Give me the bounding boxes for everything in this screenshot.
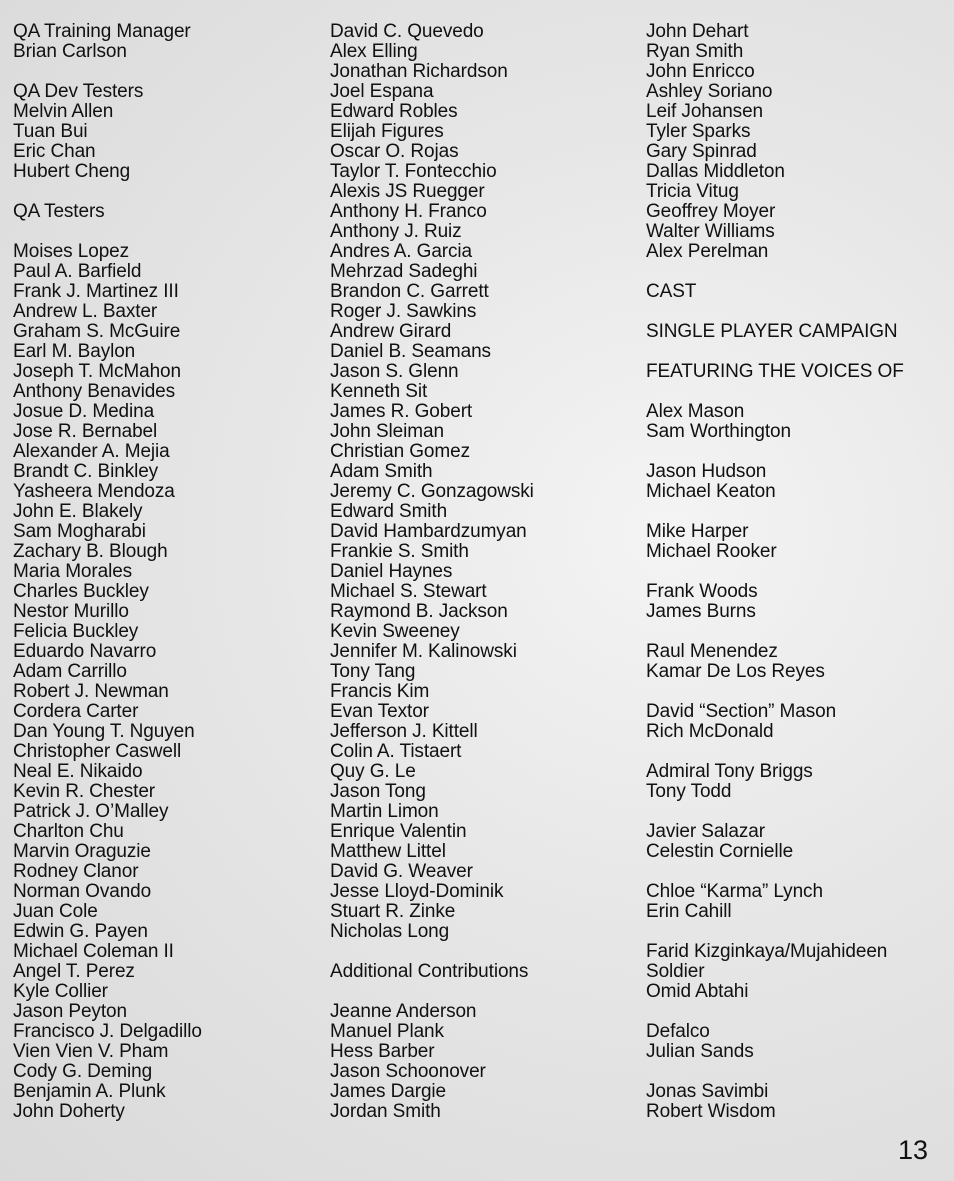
credit-line: Tuan Bui bbox=[13, 121, 88, 142]
credit-line: Alex Elling bbox=[330, 41, 418, 62]
credits-column-right bbox=[646, 22, 904, 1122]
credit-line: James Dargie bbox=[330, 1081, 447, 1102]
credit-line bbox=[646, 342, 904, 362]
credit-line: Elijah Figures bbox=[330, 121, 444, 142]
credit-line bbox=[330, 942, 534, 962]
credit-line: John Enricco bbox=[646, 61, 755, 82]
credit-line: David G. Weaver bbox=[330, 861, 473, 882]
credit-line: Sam Worthington bbox=[646, 421, 791, 442]
credit-line: Michael Rooker bbox=[646, 541, 777, 562]
credit-line: Martin Limon bbox=[330, 801, 439, 822]
credit-line bbox=[646, 562, 904, 582]
credit-line: Jonathan Richardson bbox=[330, 61, 508, 82]
credit-line: Quy G. Le bbox=[330, 761, 416, 782]
credit-line: Moises Lopez bbox=[13, 241, 130, 262]
credit-line: Andrew Girard bbox=[330, 321, 452, 342]
credit-line: Jefferson J. Kittell bbox=[330, 721, 478, 742]
credit-line: Gary Spinrad bbox=[646, 141, 757, 162]
credit-line: John Sleiman bbox=[330, 421, 444, 442]
credit-line: Erin Cahill bbox=[646, 901, 732, 922]
credit-line: Anthony Benavides bbox=[13, 381, 176, 402]
credit-line: Paul A. Barfield bbox=[13, 261, 142, 282]
credit-line: Edward Smith bbox=[330, 501, 448, 522]
credit-line: Jason Peyton bbox=[13, 1001, 127, 1022]
credit-line: Julian Sands bbox=[646, 1041, 754, 1062]
credit-line: Ryan Smith bbox=[646, 41, 744, 62]
credit-line: Jesse Lloyd-Dominik bbox=[330, 881, 504, 902]
credit-line: Edwin G. Payen bbox=[13, 921, 148, 942]
credit-line: Alex Perelman bbox=[646, 241, 769, 262]
credit-line: Jason Schoonover bbox=[330, 1061, 486, 1082]
credit-line: Andrew L. Baxter bbox=[13, 301, 158, 322]
credit-line bbox=[646, 442, 904, 462]
credit-line: Geoffrey Moyer bbox=[646, 201, 776, 222]
credits-column-left bbox=[13, 22, 202, 1122]
credit-line: Frank J. Martinez III bbox=[13, 281, 179, 302]
credit-line: Defalco bbox=[646, 1021, 710, 1042]
credit-line: Jose R. Bernabel bbox=[13, 421, 158, 442]
credit-line: Tony Tang bbox=[330, 661, 416, 682]
credit-line: Alex Mason bbox=[646, 401, 745, 422]
credit-line: Jason Hudson bbox=[646, 461, 767, 482]
credit-line bbox=[646, 862, 904, 882]
credit-line: Melvin Allen bbox=[13, 101, 114, 122]
credit-line: James Burns bbox=[646, 601, 756, 622]
credit-line: Tyler Sparks bbox=[646, 121, 751, 142]
credit-line: John Dehart bbox=[646, 21, 749, 42]
credit-line: Celestin Cornielle bbox=[646, 841, 794, 862]
credit-line: Rich McDonald bbox=[646, 721, 774, 742]
credit-line: Jennifer M. Kalinowski bbox=[330, 641, 517, 662]
credit-line: Marvin Oraguzie bbox=[13, 841, 151, 862]
credit-line: Kevin Sweeney bbox=[330, 621, 460, 642]
credit-line: Norman Ovando bbox=[13, 881, 152, 902]
credit-line: Oscar O. Rojas bbox=[330, 141, 459, 162]
credit-line bbox=[646, 682, 904, 702]
credit-line: Chloe “Karma” Lynch bbox=[646, 881, 823, 902]
credit-line: Angel T. Perez bbox=[13, 961, 135, 982]
credit-line: Matthew Littel bbox=[330, 841, 446, 862]
credit-line: Maria Morales bbox=[13, 561, 133, 582]
credit-line: Admiral Tony Briggs bbox=[646, 761, 813, 782]
credit-line: Mike Harper bbox=[646, 521, 749, 542]
credit-line: Jeremy C. Gonzagowski bbox=[330, 481, 534, 502]
credit-line: Raymond B. Jackson bbox=[330, 601, 508, 622]
credit-line: Brian Carlson bbox=[13, 41, 127, 62]
credit-line: Eduardo Navarro bbox=[13, 641, 157, 662]
credit-line: Brandon C. Garrett bbox=[330, 281, 489, 302]
credit-line: Jason Tong bbox=[330, 781, 426, 802]
credit-line: Robert J. Newman bbox=[13, 681, 169, 702]
credit-line: Hubert Cheng bbox=[13, 161, 131, 182]
credit-line: David Hambardzumyan bbox=[330, 521, 527, 542]
credit-line: QA Dev Testers bbox=[13, 81, 144, 102]
credit-line: Javier Salazar bbox=[646, 821, 765, 842]
credit-line: Stuart R. Zinke bbox=[330, 901, 456, 922]
credit-line bbox=[646, 742, 904, 762]
credit-line: Walter Williams bbox=[646, 221, 775, 242]
credit-line bbox=[646, 922, 904, 942]
credit-line: Neal E. Nikaido bbox=[13, 761, 143, 782]
credit-line: Andres A. Garcia bbox=[330, 241, 473, 262]
credit-line: QA Testers bbox=[13, 201, 105, 222]
credit-line bbox=[13, 182, 202, 202]
credit-line: Farid Kizginkaya/Mujahideen bbox=[646, 941, 888, 962]
credit-line: Brandt C. Binkley bbox=[13, 461, 159, 482]
credit-line: Michael S. Stewart bbox=[330, 581, 487, 602]
credit-line: Adam Carrillo bbox=[13, 661, 127, 682]
credit-line: Edward Robles bbox=[330, 101, 458, 122]
credit-line: SINGLE PLAYER CAMPAIGN bbox=[646, 321, 898, 342]
credit-line: Tricia Vitug bbox=[646, 181, 739, 202]
credit-line: Colin A. Tistaert bbox=[330, 741, 462, 762]
credit-line: Vien Vien V. Pham bbox=[13, 1041, 169, 1062]
credit-line: Additional Contributions bbox=[330, 961, 529, 982]
credit-line: Jonas Savimbi bbox=[646, 1081, 769, 1102]
credit-line: Adam Smith bbox=[330, 461, 433, 482]
credit-line bbox=[646, 1062, 904, 1082]
credit-line: Christopher Caswell bbox=[13, 741, 182, 762]
credit-line bbox=[646, 302, 904, 322]
credit-line: Nestor Murillo bbox=[13, 601, 129, 622]
credit-line: Alexis JS Ruegger bbox=[330, 181, 485, 202]
credit-line bbox=[646, 802, 904, 822]
credit-line: David C. Quevedo bbox=[330, 21, 484, 42]
credit-line: FEATURING THE VOICES OF bbox=[646, 361, 904, 382]
credit-line: Kamar De Los Reyes bbox=[646, 661, 825, 682]
credit-line: Frankie S. Smith bbox=[330, 541, 469, 562]
credit-line: Eric Chan bbox=[13, 141, 96, 162]
credit-line: Frank Woods bbox=[646, 581, 758, 602]
credit-line: Anthony J. Ruiz bbox=[330, 221, 462, 242]
credit-line: Christian Gomez bbox=[330, 441, 470, 462]
credit-line: Manuel Plank bbox=[330, 1021, 444, 1042]
credit-line: Jordan Smith bbox=[330, 1101, 441, 1122]
credit-line bbox=[646, 1002, 904, 1022]
credit-line: Michael Coleman II bbox=[13, 941, 174, 962]
credit-line: Sam Mogharabi bbox=[13, 521, 146, 542]
credit-line: Zachary B. Blough bbox=[13, 541, 168, 562]
credit-line: Dallas Middleton bbox=[646, 161, 785, 182]
credit-line: Joseph T. McMahon bbox=[13, 361, 181, 382]
credit-line: James R. Gobert bbox=[330, 401, 473, 422]
credit-line: Anthony H. Franco bbox=[330, 201, 487, 222]
credit-line: Kevin R. Chester bbox=[13, 781, 156, 802]
credit-line: Joel Espana bbox=[330, 81, 434, 102]
credit-line: Yasheera Mendoza bbox=[13, 481, 175, 502]
credit-line: Mehrzad Sadeghi bbox=[330, 261, 478, 282]
credit-line: Enrique Valentin bbox=[330, 821, 467, 842]
credit-line: Hess Barber bbox=[330, 1041, 435, 1062]
credit-line: Taylor T. Fontecchio bbox=[330, 161, 497, 182]
credit-line: Charles Buckley bbox=[13, 581, 149, 602]
page-number: 13 bbox=[897, 1135, 928, 1165]
credit-line: Daniel B. Seamans bbox=[330, 341, 491, 362]
credit-line: Tony Todd bbox=[646, 781, 732, 802]
credit-line: John E. Blakely bbox=[13, 501, 143, 522]
credit-line: Josue D. Medina bbox=[13, 401, 155, 422]
credit-line: Leif Johansen bbox=[646, 101, 764, 122]
credit-line: Charlton Chu bbox=[13, 821, 124, 842]
credit-line: Jeanne Anderson bbox=[330, 1001, 477, 1022]
credit-line bbox=[646, 382, 904, 402]
credit-line: Roger J. Sawkins bbox=[330, 301, 477, 322]
credit-line: Cody G. Deming bbox=[13, 1061, 153, 1082]
credit-line: Felicia Buckley bbox=[13, 621, 139, 642]
credit-line: Dan Young T. Nguyen bbox=[13, 721, 195, 742]
credit-line: John Doherty bbox=[13, 1101, 125, 1122]
credit-line bbox=[13, 62, 202, 82]
credit-line: David “Section” Mason bbox=[646, 701, 837, 722]
credit-line: Cordera Carter bbox=[13, 701, 139, 722]
credit-line: Jason S. Glenn bbox=[330, 361, 459, 382]
credit-line: Juan Cole bbox=[13, 901, 98, 922]
credit-line: Soldier bbox=[646, 961, 705, 982]
credit-line: Kenneth Sit bbox=[330, 381, 428, 402]
credit-line bbox=[13, 222, 202, 242]
credits-column-middle bbox=[330, 22, 534, 1122]
credit-line: Benjamin A. Plunk bbox=[13, 1081, 166, 1102]
credit-line: Robert Wisdom bbox=[646, 1101, 776, 1122]
credit-line: Ashley Soriano bbox=[646, 81, 773, 102]
credit-line: Francis Kim bbox=[330, 681, 430, 702]
credit-line bbox=[646, 262, 904, 282]
credit-line: Francisco J. Delgadillo bbox=[13, 1021, 202, 1042]
credit-line: Evan Textor bbox=[330, 701, 429, 722]
credit-line: Alexander A. Mejia bbox=[13, 441, 170, 462]
credit-line: Graham S. McGuire bbox=[13, 321, 181, 342]
credit-line: Earl M. Baylon bbox=[13, 341, 136, 362]
credit-line bbox=[330, 982, 534, 1002]
credit-line: CAST bbox=[646, 281, 697, 302]
credit-line bbox=[646, 622, 904, 642]
credit-line: QA Training Manager bbox=[13, 21, 191, 42]
credit-line: Kyle Collier bbox=[13, 981, 108, 1002]
credit-line: Nicholas Long bbox=[330, 921, 450, 942]
credit-line: Rodney Clanor bbox=[13, 861, 139, 882]
credit-line: Omid Abtahi bbox=[646, 981, 749, 1002]
credit-line: Michael Keaton bbox=[646, 481, 776, 502]
credit-line bbox=[646, 502, 904, 522]
credit-line: Daniel Haynes bbox=[330, 561, 453, 582]
credit-line: Patrick J. O’Malley bbox=[13, 801, 169, 822]
credit-line: Raul Menendez bbox=[646, 641, 778, 662]
